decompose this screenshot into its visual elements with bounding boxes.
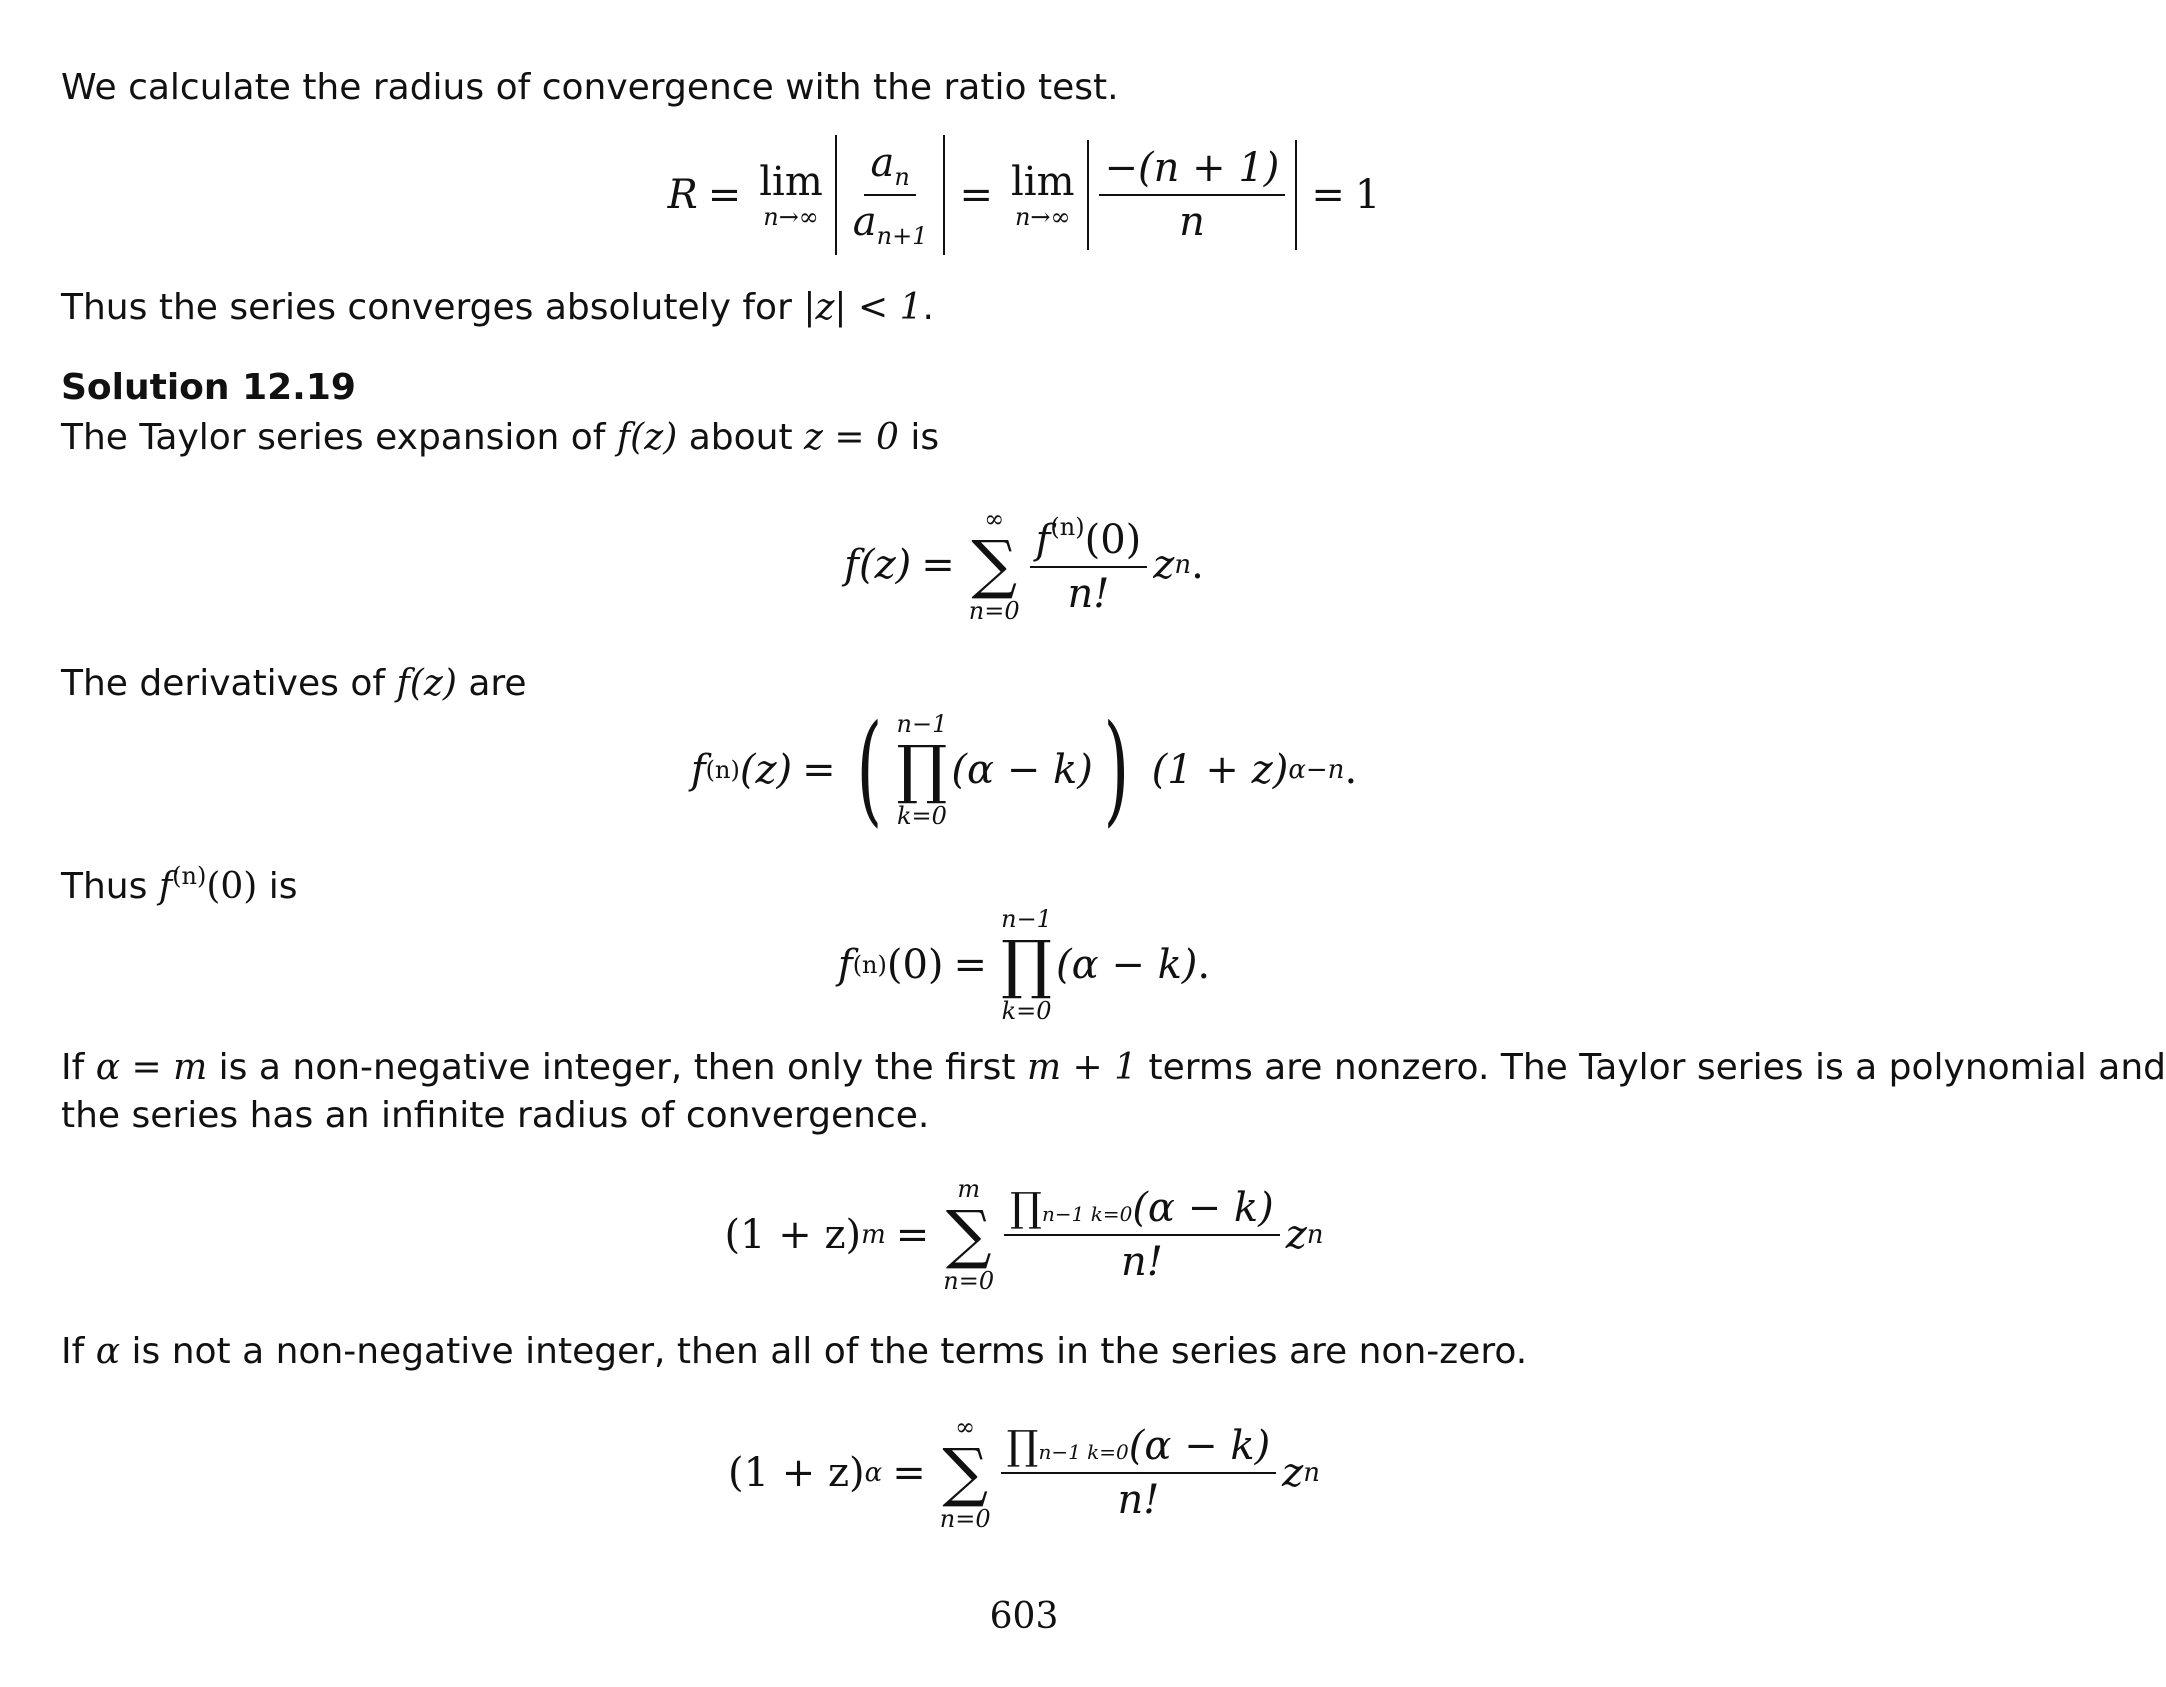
paragraph-converges-absolutely: Thus the series converges absolutely for |z| < 1.: [61, 287, 934, 328]
eq1-fraction-2: $\frac{-(n + 1)}{n}$: [1099, 146, 1286, 244]
paragraph-non-negative-integer-line1: If α = m is a non-negative integer, then only the first m + 1 terms are nonzero. The Taylor series is a polynomial and: [61, 1047, 2166, 1088]
eq1-lim-1: lim n→∞: [759, 159, 823, 231]
solution-heading: Solution 12.19: [61, 367, 356, 408]
eq2-fraction: $\frac{f^{(n)}(0)}{n!}$: [1030, 514, 1148, 616]
equation-derivatives: f (n) (z) = ( n−1 ∏ k=0 (α − k) ) (1 + z) α−n .: [690, 700, 1358, 839]
equation-taylor-series: f(z) = ∞ ∑ n=0 $\frac{f^{(n)}(0)}{n!}$ z n .: [844, 505, 1204, 625]
equation-binomial-series: (1 + z) α = ∞ ∑ n=0 $\frac{\prod n-1 k=0(\alpha - k)}{n!}$ z n: [727, 1413, 1320, 1533]
summation-symbol-3: ∞ ∑ n=0: [939, 1413, 991, 1533]
product-symbol-2: n−1 ∏ k=0: [1001, 905, 1052, 1025]
eq1-lhs: R: [667, 172, 698, 218]
eq6-fraction: $\frac{\prod n-1 k=0(\alpha - k)}{n!}$: [1001, 1424, 1277, 1522]
eq1-lim-2: lim n→∞: [1011, 159, 1075, 231]
eq1-rhs: 1: [1354, 172, 1381, 218]
paragraph-derivatives: The derivatives of f(z) are: [61, 663, 527, 704]
eq1-fraction-1: $\frac{a_n}{a_{n+1}}$: [852, 139, 928, 250]
equation-polynomial-expansion: (1 + z) m = m ∑ n=0 $\frac{\prod n-1 k=0(\alpha - k)}{n!}$ z n: [724, 1175, 1324, 1295]
paragraph-thus-f-n-0: Thus $f^{(n)}(0)$ is: [61, 862, 298, 907]
paragraph-taylor-expansion: The Taylor series expansion of f(z) about z = 0 is: [61, 417, 940, 458]
equation-f-n-at-zero: f (n) (0) = n−1 ∏ k=0 (α − k) .: [837, 905, 1211, 1025]
paragraph-non-negative-integer-line2: the series has an infinite radius of convergence.: [61, 1095, 930, 1136]
equation-radius-of-convergence: R = lim n→∞ $\frac{a_n}{a_{n+1}}$ = lim n→∞ $\frac{-(n + 1)}{n}$ = 1: [0, 140, 2048, 250]
eq1-abs-2: [1087, 140, 1298, 250]
paragraph-ratio-test: We calculate the radius of convergence with the ratio test.: [61, 67, 1119, 108]
summation-symbol-2: m ∑ n=0: [943, 1175, 995, 1295]
summation-symbol: ∞ ∑ n=0: [968, 505, 1020, 625]
eq1-abs-1: [835, 135, 946, 256]
paragraph-non-integer-alpha: If α is not a non-negative integer, then all of the terms in the series are non-zero.: [61, 1331, 1528, 1372]
page-number: 603: [989, 1596, 1059, 1637]
eq5-fraction: $\frac{\prod n-1 k=0(\alpha - k)}{n!}$: [1004, 1186, 1280, 1284]
product-symbol: n−1 ∏ k=0: [896, 710, 948, 830]
